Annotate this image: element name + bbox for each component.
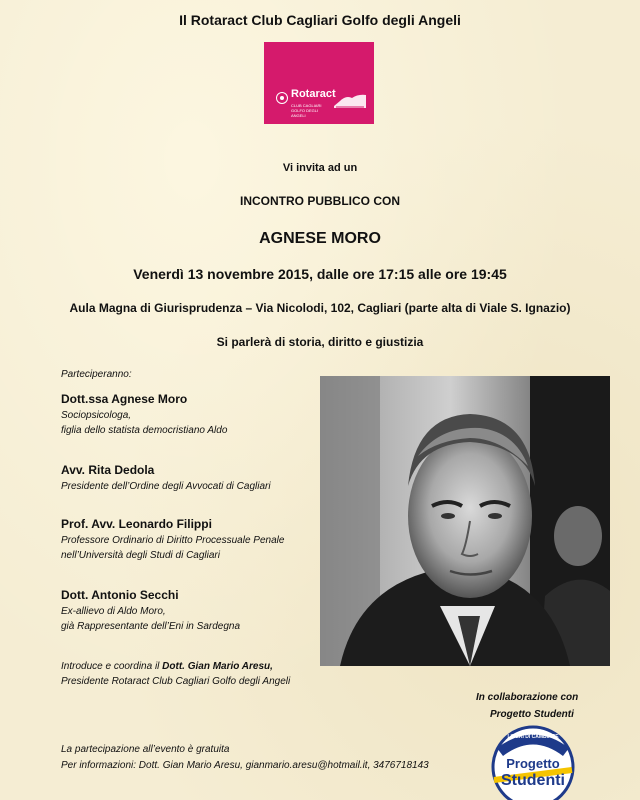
- participant-role: nell’Università degli Studi di Cagliari: [61, 550, 220, 561]
- badge-main-text: Progetto: [506, 756, 560, 771]
- rotaract-logo: [264, 42, 374, 124]
- participant-name: Avv. Rita Dedola: [61, 463, 155, 477]
- participant-name: Prof. Avv. Leonardo Filippi: [61, 517, 212, 531]
- participant-role: già Rappresentante dell’Eni in Sardegna: [61, 621, 241, 632]
- event-topic: Si parlerà di storia, diritto e giustizia: [216, 335, 424, 349]
- participant-block: [61, 392, 227, 438]
- participant-role: Sociopsicologa,: [61, 410, 132, 421]
- participant-role: Ex-allievo di Aldo Moro,: [61, 606, 166, 617]
- participant-name: Dott. Antonio Secchi: [61, 588, 179, 602]
- badge-main-text: Studenti: [501, 772, 565, 789]
- rotaract-wheel-icon: [276, 92, 288, 104]
- moderator-role: Presidente Rotaract Club Cagliari Golfo degli Angeli: [61, 676, 291, 687]
- participant-block: [61, 517, 284, 563]
- free-entry-note: La partecipazione all’evento è gratuita: [61, 744, 230, 755]
- participant-role: Professore Ordinario di Diritto Processuale Penale: [61, 535, 285, 546]
- moderator-line: [61, 659, 273, 674]
- moderator-prefix: Introduce e coordina il: [61, 661, 163, 672]
- participant-role: figlia dello statista democristiano Aldo: [61, 425, 228, 436]
- progetto-studenti-logo: [490, 722, 576, 800]
- collab-label: In collaborazione con: [476, 692, 579, 703]
- participant-block: [61, 463, 271, 494]
- participant-name: Dott.ssa Agnese Moro: [61, 392, 188, 406]
- speaker-name: AGNESE MORO: [259, 230, 381, 247]
- logo-subtitle: CLUB CAGLIARI GOLFO DEGLI ANGELI: [291, 103, 322, 118]
- participant-role: Presidente dell’Ordine degli Avvocati di Cagliari: [61, 481, 271, 492]
- logo-word: Rotaract: [291, 88, 336, 100]
- invite-text: Vi invita ad un: [282, 162, 358, 174]
- moderator-name: Dott. Gian Mario Aresu,: [162, 661, 273, 672]
- event-date: Venerdì 13 novembre 2015, dalle ore 17:15 alle ore 19:45: [133, 266, 507, 282]
- portrait-photo-image: [320, 376, 610, 666]
- event-venue: Aula Magna di Giurisprudenza – Via Nicolodi, 102, Cagliari (parte alta di Viale S. Ignazio): [69, 301, 571, 315]
- contact-info: Per informazioni: Dott. Gian Mario Aresu, gianmario.aresu@hotmail.it, 3476718143: [61, 760, 429, 771]
- badge-top-text: LIBERI DI CAMBIARE: [507, 734, 559, 740]
- incontro-text: INCONTRO PUBBLICO CON: [240, 194, 400, 208]
- collab-name: Progetto Studenti: [490, 709, 574, 720]
- portrait-photo: [320, 376, 610, 666]
- logo-wave-icon: [334, 92, 366, 108]
- club-title: Il Rotaract Club Cagliari Golfo degli Angeli: [179, 12, 461, 28]
- participants-label: Parteciperanno:: [61, 369, 132, 380]
- participant-block: [61, 588, 240, 634]
